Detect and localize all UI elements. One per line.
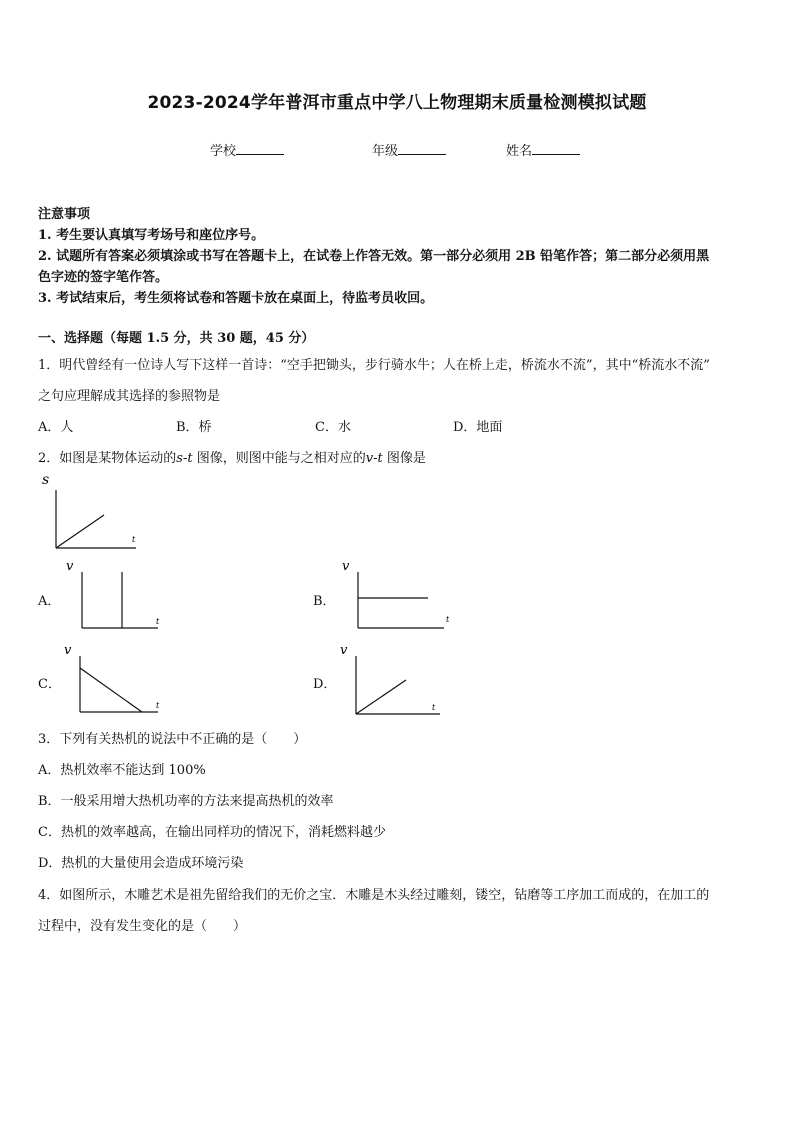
d-t-label: t xyxy=(432,703,436,712)
q2-stem-pre: 2．如图是某物体运动的 xyxy=(38,451,177,466)
q2-vt-label: v-t xyxy=(365,451,383,466)
q3-option-d[interactable]: D．热机的大量使用会造成环境污染 xyxy=(38,856,244,871)
b-t-label: t xyxy=(446,615,450,624)
q3-option-c[interactable]: C．热机的效率越高，在输出同样功的情况下，消耗燃料越少 xyxy=(38,825,386,840)
q1-option-c[interactable]: C．水 xyxy=(315,420,351,435)
q2-option-a-graph[interactable] xyxy=(60,556,172,634)
q4-stem: 4．如图所示，木雕艺术是祖先留给我们的无价之宝．木雕是木头经过雕刻，镂空，钻磨等工序加工而成的，在加工的 xyxy=(38,888,710,903)
school-label: 学校 xyxy=(210,144,237,159)
q2-option-d-graph[interactable] xyxy=(336,640,448,718)
q2-option-b-graph[interactable] xyxy=(336,556,456,634)
q1-option-d[interactable]: D．地面 xyxy=(453,420,503,435)
q2-option-c-graph[interactable] xyxy=(60,640,172,716)
b-v-label: v xyxy=(342,559,350,574)
grade-field[interactable] xyxy=(372,140,446,159)
d-v-label: v xyxy=(340,643,348,658)
q2-option-c-label[interactable]: C． xyxy=(38,677,61,692)
school-field[interactable] xyxy=(210,140,284,159)
st-t-label: t xyxy=(132,535,136,544)
st-s-label: s xyxy=(42,472,50,488)
q3-stem: 3．下列有关热机的说法中不正确的是（ ） xyxy=(38,732,307,747)
q2-option-b-label[interactable]: B． xyxy=(313,594,336,609)
q2-option-a-label[interactable]: A． xyxy=(38,594,61,609)
q2-option-d-label[interactable]: D． xyxy=(313,677,337,692)
q2-stem xyxy=(38,447,426,466)
c-t-label: t xyxy=(156,701,160,710)
q2-st-graph xyxy=(36,472,146,554)
q2-stem-mid: 图像，则图中能与之相对应的 xyxy=(192,451,366,466)
q4-stem-cont: 过程中，没有发生变化的是（ ） xyxy=(38,919,247,934)
st-line xyxy=(56,515,104,548)
q3-option-a[interactable]: A．热机效率不能达到 100% xyxy=(38,763,206,778)
q3-option-b[interactable]: B．一般采用增大热机功率的方法来提高热机的效率 xyxy=(38,794,334,809)
exam-title: 2023-2024学年普洱市重点中学八上物理期末质量检测模拟试题 xyxy=(147,93,647,113)
a-t-label: t xyxy=(156,617,160,626)
a-v-label: v xyxy=(66,559,74,574)
grade-label: 年级 xyxy=(372,144,399,159)
q1-stem: 1．明代曾经有一位诗人写下这样一首诗：“空手把锄头，步行骑水牛；人在桥上走，桥流水不流”，其中“桥流水不流” xyxy=(38,358,710,373)
name-blank[interactable] xyxy=(532,142,580,155)
grade-blank[interactable] xyxy=(398,142,446,155)
q1-stem-cont: 之句应理解成其选择的参照物是 xyxy=(38,389,221,404)
notice-item-2: 2. 试题所有答案必须填涂或书写在答题卡上，在试卷上作答无效。第一部分必须用 2B 铅笔作答；第二部分必须用黑 xyxy=(38,249,710,264)
notice-item-1: 1. 考生要认真填写考场号和座位序号。 xyxy=(38,228,265,243)
c-decreasing-line xyxy=(80,668,142,712)
notice-item-2-cont: 色字迹的签字笔作答。 xyxy=(38,270,169,285)
d-increasing-line xyxy=(356,680,406,714)
c-v-label: v xyxy=(64,643,72,658)
q1-option-b[interactable]: B．桥 xyxy=(176,420,212,435)
name-label: 姓名 xyxy=(506,144,533,159)
school-blank[interactable] xyxy=(236,142,284,155)
q2-stem-post: 图像是 xyxy=(382,451,426,466)
section-heading: 一、选择题（每题 1.5 分，共 30 题，45 分） xyxy=(38,331,315,346)
q1-option-a[interactable]: A．人 xyxy=(38,420,74,435)
notice-heading: 注意事项 xyxy=(38,207,91,222)
notice-item-3: 3. 考试结束后，考生须将试卷和答题卡放在桌面上，待监考员收回。 xyxy=(38,291,434,306)
q2-st-label: s-t xyxy=(176,451,193,466)
name-field[interactable] xyxy=(506,140,580,159)
